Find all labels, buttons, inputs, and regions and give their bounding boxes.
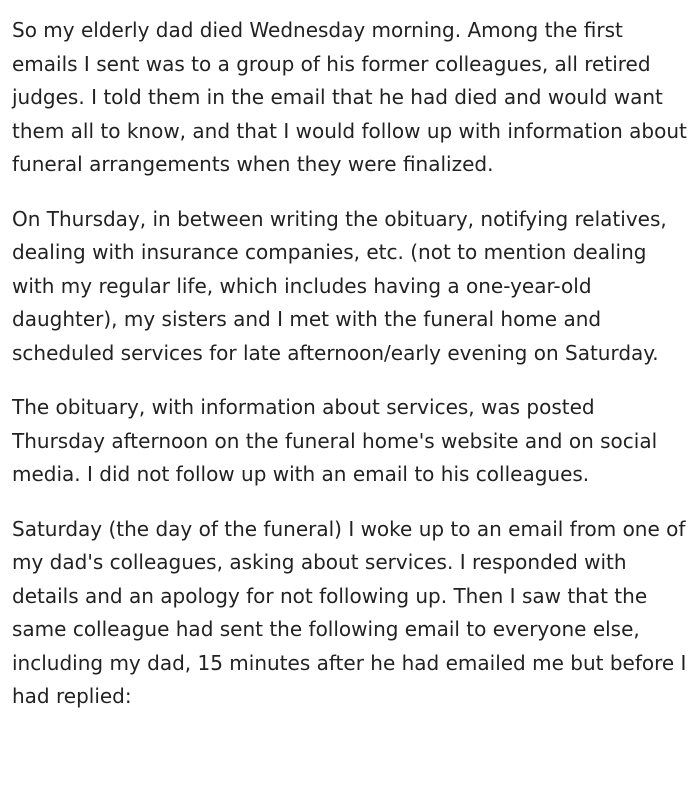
post-paragraph: The obituary, with information about services, was posted Thursday afternoon on the funeral home's website and on social media. I did not follow up with an email to his colleagues. <box>12 395 658 486</box>
post-paragraph: Saturday (the day of the funeral) I woke up to an email from one of my dad's colleagues, asking about services. I responded with details and an apology for not following up. Then I saw that the same colleague had sent the following email to everyone else, including my dad, 15 minutes after he had emailed me but before I had replied: <box>12 516 687 708</box>
post-paragraph: On Thursday, in between writing the obituary, notifying relatives, dealing with insurance companies, etc. (not to mention dealing with my regular life, which includes having a one-year-old daughter), my sisters and I met with the funeral home and scheduled services for late afternoon/early evening on Saturday. <box>12 206 667 365</box>
post-paragraph: So my elderly dad died Wednesday morning. Among the first emails I sent was to a group of his former colleagues, all retired judges. I told them in the email that he had died and would want them all to know, and that I would follow up with information about funeral arrangements when they were finalized. <box>12 18 687 176</box>
